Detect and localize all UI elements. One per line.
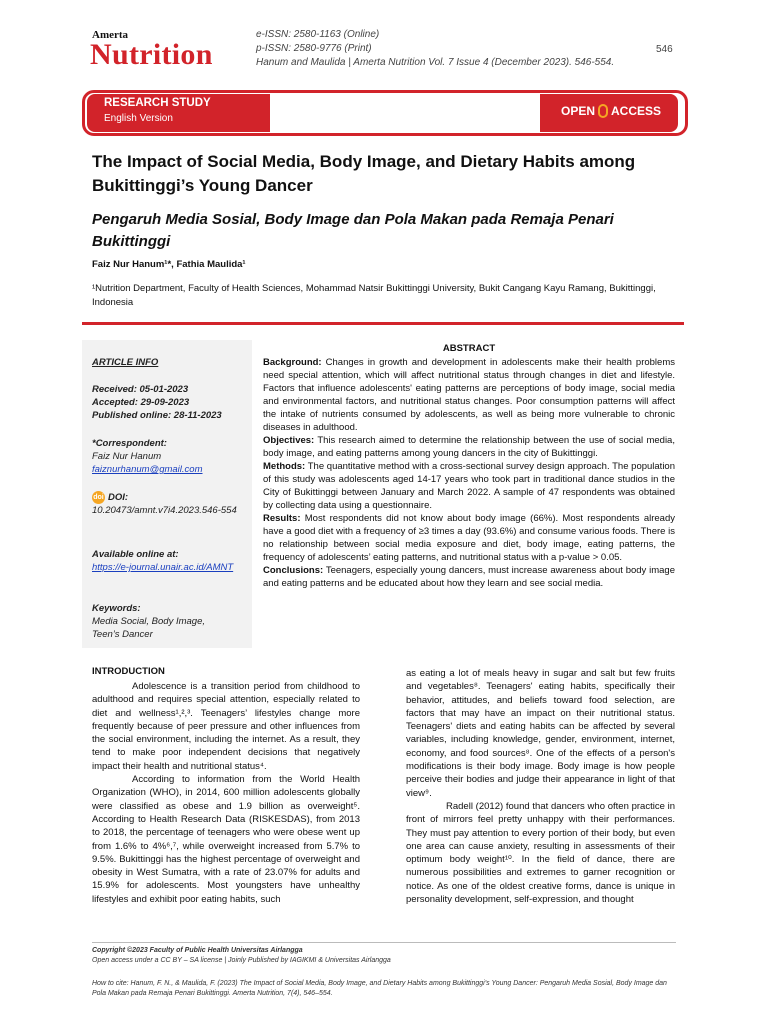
open-access-badge xyxy=(561,104,661,118)
abstract-results xyxy=(263,512,675,564)
correspondent-label: *Correspondent: xyxy=(92,438,167,449)
published-date: Published online: 28-11-2023 xyxy=(92,410,222,421)
how-to-cite: How to cite: Hanum, F. N., & Maulida, F. (2023) The Impact of Social Media, Body Image, and Dietary Habits among Bukittinggi’s Young Dancer: Pengaruh Media Sosial, Body Image dan Pola Makan pada Remaja Penari Bukittinggi. Amerta Nutrition, 7(4), 546–554. xyxy=(92,980,667,997)
footer-divider xyxy=(92,942,676,943)
conclusions-text: Teenagers, especially young dancers, must increase awareness about body image and eating patterns and be educated about how they learn and see social media. xyxy=(263,565,675,589)
body-left-column xyxy=(92,680,360,906)
abstract-objectives xyxy=(263,434,675,460)
doi-block xyxy=(92,491,248,517)
pissn: p-ISSN: 2580-9776 (Print) xyxy=(256,43,372,54)
background-text: Changes in growth and development in adolescents make their health problems need special attention, which will affect nutritional status through changes in diet and lifestyle. Factors that influence adolescents' eating patterns are perceptions of body image, social media and environmental factors, and nutritional status changes. Poor consumption patterns will affect the intake of nutrients consumed by adolescents, as well as being more vulnerable to chronic diseases in adulthood. xyxy=(263,357,675,433)
access-label: ACCESS xyxy=(611,104,662,118)
authors: Faiz Nur Hanum¹*, Fathia Maulida¹ xyxy=(92,259,246,270)
keywords-block xyxy=(92,602,205,641)
methods-text: The quantitative method with a cross-sectional survey design approach. The population of this study was adolescents aged 14-17 years who took part in traditional dance studios in the City of Bukittinggi between January and March 2022. A sample of 47 respondents was obtained by collecting data using a questionnaire. xyxy=(263,461,675,511)
abstract-conclusions xyxy=(263,564,675,590)
available-label: Available online at: xyxy=(92,549,179,560)
journal-logo-small: Amerta xyxy=(92,29,129,41)
journal-logo: Nutrition xyxy=(90,38,213,71)
issn-block xyxy=(256,28,614,70)
body-paragraph: Adolescence is a transition period from childhood to adulthood and requires special attention, especially related to diet and wellness¹,²,³. Teenagers’ lifestyles change more frequently because of peer pressure and other influences from the social environment, including the internet. As a result, they tend to make poor independent decisions that negatively impact their health and nutritional status⁴. xyxy=(92,681,360,772)
open-access-lock-icon xyxy=(598,104,608,118)
body-paragraph: Radell (2012) found that dancers who often practice in front of mirrors feel pretty unhappy with their performances. They must pay attention to every portion of their body, but even one area can cause anxiety, resulting in assessments of their optimum body weight¹⁰. In the field of dance, there are numerous possibilities and extremes to garner recognition or notice. As one of the oldest creative forms, dance is unique in personality development, self-expression, and thought xyxy=(406,800,675,906)
page-number: 546 xyxy=(656,44,673,55)
journal-url-link[interactable]: https://e-journal.unair.ac.id/AMNT xyxy=(92,562,234,573)
results-text: Most respondents did not know about body image (66%). Most respondents already have a good diet with a frequency of ≥3 times a day (93.6%) and consume various foods. There is no relationship between social media exposure and diet, body image, eating patterns, the frequency of adolescents’ eating patterns, and nutritional status with a p-value > 0.05. xyxy=(263,513,675,563)
body-right-column xyxy=(406,667,675,906)
objectives-label: Objectives: xyxy=(263,435,315,446)
doi-value: 10.20473/amnt.v7i4.2023.546-554 xyxy=(92,505,237,517)
correspondent-email-link[interactable]: faiznurhanum@gmail.com xyxy=(92,464,203,475)
received-date: Received: 05-01-2023 xyxy=(92,384,189,395)
objectives-text: This research aimed to determine the relationship between the use of social media, body image, and eating patterns among young dancers in the city of Bukittinggi. xyxy=(263,435,675,459)
availability-block xyxy=(92,548,248,574)
abstract-body xyxy=(263,356,675,590)
language-version: English Version xyxy=(104,113,173,124)
open-label: OPEN xyxy=(561,104,596,118)
abstract-background xyxy=(263,356,675,434)
correspondent-block xyxy=(92,437,203,476)
background-label: Background: xyxy=(263,357,322,368)
conclusions-label: Conclusions: xyxy=(263,565,324,576)
accepted-date: Accepted: 29-09-2023 xyxy=(92,397,190,408)
abstract-methods xyxy=(263,460,675,512)
introduction-heading: INTRODUCTION xyxy=(92,666,165,677)
keywords-line-1: Media Social, Body Image, xyxy=(92,616,206,627)
affiliation: ¹Nutrition Department, Faculty of Health Sciences, Mohammad Natsir Bukittinggi University, Bukit Cangang Kayu Ramang, Bukittinggi, Indonesia xyxy=(92,283,656,308)
article-subtitle: Pengaruh Media Sosial, Body Image dan Pola Makan pada Remaja Penari Bukittinggi xyxy=(92,211,614,250)
section-divider xyxy=(82,322,684,325)
results-label: Results: xyxy=(263,513,301,524)
dates-block xyxy=(92,383,222,422)
keywords-line-2: Teen’s Dancer xyxy=(92,629,153,640)
license: Open access under a CC BY – SA license | Joinly Published by IAGIKMI & Universitas Airlangga xyxy=(92,957,391,964)
article-type: RESEARCH STUDY xyxy=(104,97,211,109)
article-info-heading: ARTICLE INFO xyxy=(92,357,159,368)
article-title: The Impact of Social Media, Body Image, and Dietary Habits among Bukittinggi’s Young Dancer xyxy=(92,152,636,195)
abstract-heading: ABSTRACT xyxy=(442,343,496,354)
body-paragraph: According to information from the World Health Organization (WHO), in 2014, 600 million adolescents globally were classified as obese and 1.9 billion as overweight⁵. According to Health Research Data (RISKESDAS), from 2013 to 2018, the percentage of teenagers who were obese went up from 1.6% to 4%⁶,⁷, while overweight increased from 5.7% to 9.5%. Bukittinggi has the highest percentage of overweight and obesity in West Sumatra, with a rate of 23.07% for adults and 15.9% for adolescents. Most youngsters have unhealthy lifestyles and exhibit poor eating habits, such xyxy=(92,774,360,905)
copyright: Copyright ©2023 Faculty of Public Health Universitas Airlangga xyxy=(92,947,303,954)
correspondent-name: Faiz Nur Hanum xyxy=(92,451,162,462)
citation-line: Hanum and Maulida | Amerta Nutrition Vol. 7 Issue 4 (December 2023). 546-554. xyxy=(256,57,615,68)
eissn: e-ISSN: 2580-1163 (Online) xyxy=(256,29,380,40)
methods-label: Methods: xyxy=(263,461,306,472)
body-paragraph: as eating a lot of meals heavy in sugar and salt but few fruits and vegetables⁸. Teenagers' eating habits, specifically their behavior, attitudes, and beliefs toward food selection, are factors that may have an impact on their nutritional status. Teenagers' diets and eating habits can be affected by several variables, including knowledge, gender, environment, internet, economy, and food sources⁸. One of the effects of a person's modifications is their body image. Body image is how people perceive their bodies and judge their appearance in light of that view⁹. xyxy=(406,668,675,799)
keywords-label: Keywords: xyxy=(92,603,141,614)
doi-label: DOI: xyxy=(108,492,129,504)
doi-icon: doi xyxy=(92,491,105,504)
